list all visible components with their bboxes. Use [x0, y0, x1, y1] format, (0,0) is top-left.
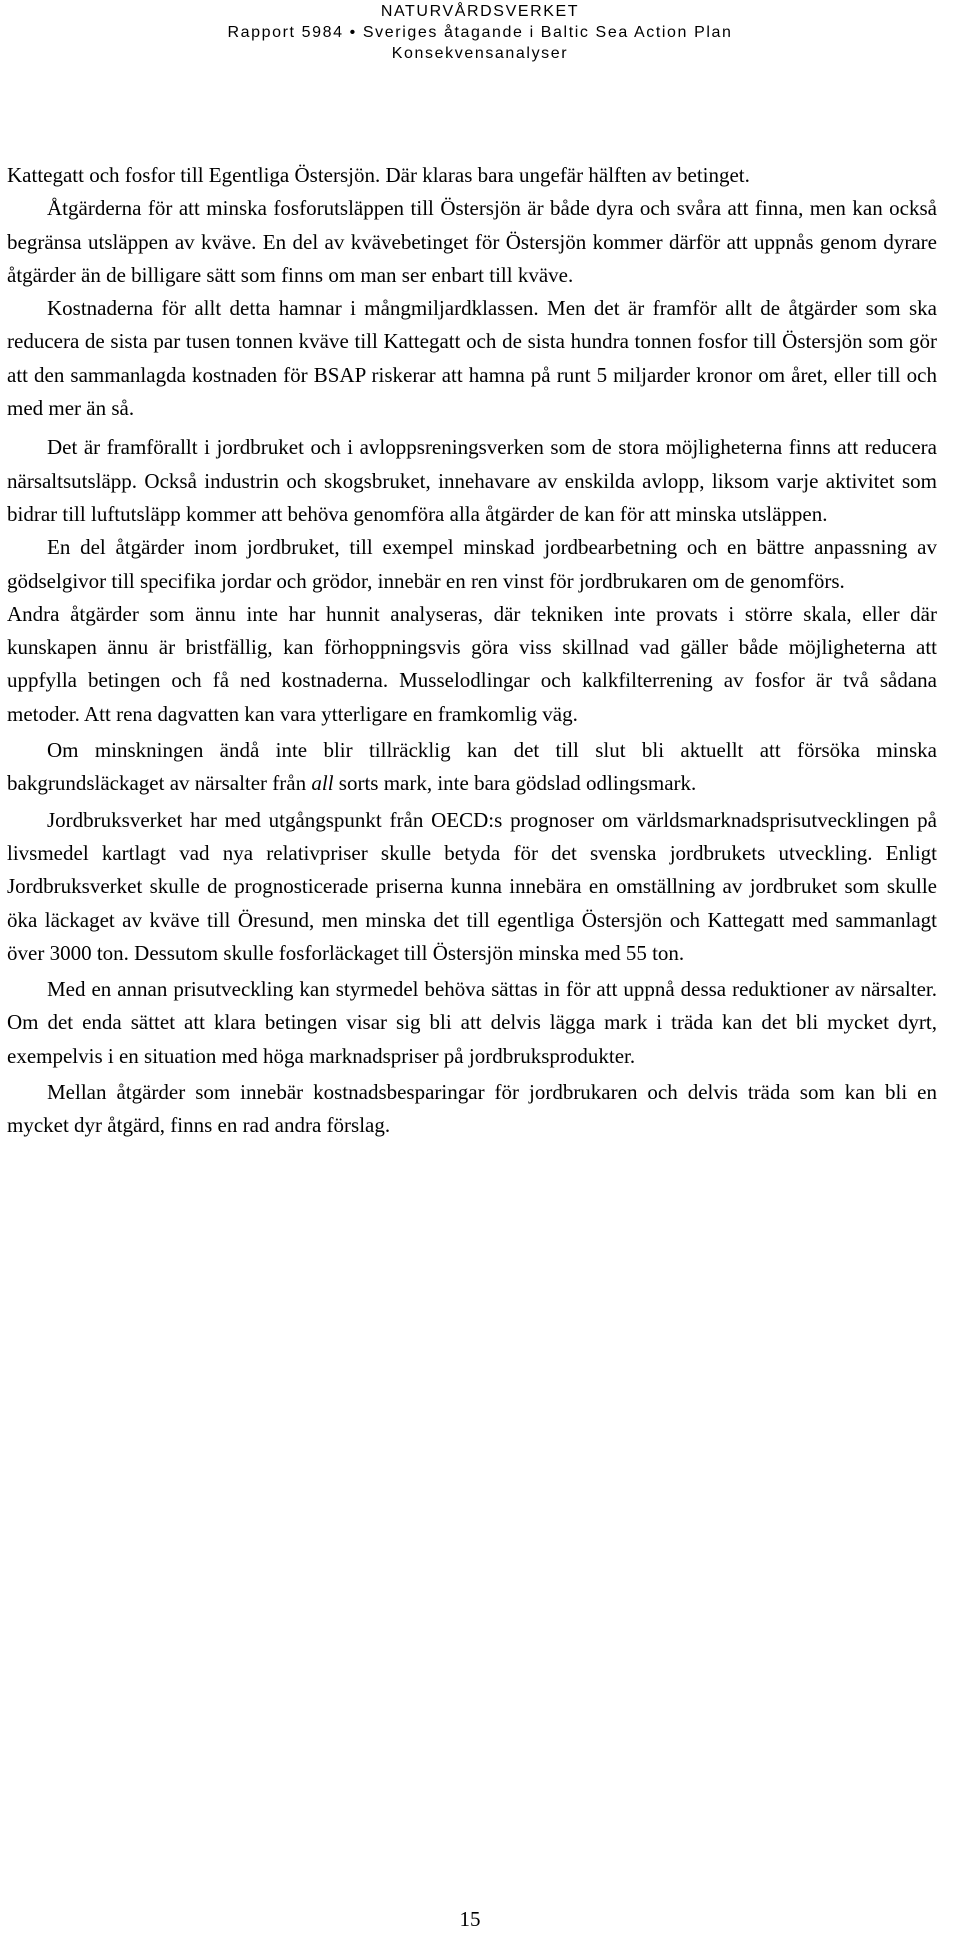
header-report-title: Rapport 5984 • Sveriges åtagande i Baltic Sea Action Plan: [227, 24, 733, 41]
paragraph: Åtgärderna för att minska fosforutsläppen till Östersjön är både dyra och svåra att finna, men kan också begränsa utsläppen av kväve. En del av kvävebetinget för Östersjön kommer därför att uppnås genom dyrare åtgärder än de billigare sätt som finns om man ser enbart till kväve.: [7, 196, 937, 287]
paragraph: Andra åtgärder som ännu inte har hunnit analyseras, där tekniken inte provats i större skala, eller där kunskapen ännu är bristfällig, kan förhoppningsvis göra viss skillnad vad gäller både möjligheterna att uppfylla betingen och få ned kostnaderna. Musselodlingar och kalkfilterrening av fosfor är två sådana metoder. Att rena dagvatten kan vara ytterligare en framkomlig väg.: [7, 601, 937, 726]
paragraph: Det är framförallt i jordbruket och i avloppsreningsverken som de stora möjligheterna finns att reducera närsaltsutsläpp. Också industrin och skogsbruket, innehavare av enskilda avlopp, liksom varje aktivitet som bidrar till luftutsläpp kommer att behöva genomföra alla åtgärder de kan för att minska utsläppen.: [7, 435, 937, 526]
paragraph: Kattegatt och fosfor till Egentliga Östersjön. Där klaras bara ungefär hälften av betinget.: [7, 163, 750, 187]
running-header: [0, 0, 960, 64]
paragraph: Med en annan prisutveckling kan styrmedel behöva sättas in för att uppnå dessa reduktioner av närsalter. Om det enda sättet att klara betingen visar sig bli att delvis lägga mark i träda kan det bli mycket dyrt, exempelvis i en situation med höga marknadspriser på jordbruksprodukter.: [7, 977, 937, 1068]
header-organization: NATURVÅRDSVERKET: [380, 3, 580, 20]
header-section: Konsekvensanalyser: [391, 45, 569, 62]
paragraph: Kostnaderna för allt detta hamnar i mångmiljardklassen. Men det är framför allt de åtgärder som ska reducera de sista par tusen tonnen kväve till Kattegatt och de sista hundra tonnen fosfor till Östersjön som gör att den sammanlagda kostnaden för BSAP riskerar att hamna på runt 5 miljarder kronor om året, eller till och med mer än så.: [7, 296, 937, 421]
emphasis-text: all: [311, 771, 334, 796]
paragraph-text: sorts mark, inte bara gödslad odlingsmark.: [333, 771, 697, 796]
page-number: 15: [459, 1907, 481, 1931]
paragraph: Jordbruksverket har med utgångspunkt från OECD:s prognoser om världsmarknadsprisutvecklingen på livsmedel kartlagt vad nya relativpriser skulle betyda för det svenska jordbrukets utveckling. Enligt Jordbruksverket skulle de prognosticerade priserna kunna innebära en omställning av jordbruket som skulle öka läckaget av kväve till Öresund, men minska det till egentliga Östersjön och Kattegatt med sammanlagt över 3000 ton. Dessutom skulle fosforläckaget till Östersjön minska med 55 ton.: [7, 807, 937, 965]
paragraph: En del åtgärder inom jordbruket, till exempel minskad jordbearbetning och en bättre anpassning av gödselgivor till specifika jordar och grödor, innebär en ren vinst för jordbrukaren om de genomförs.: [7, 535, 937, 593]
paragraph: Mellan åtgärder som innebär kostnadsbesparingar för jordbrukaren och delvis träda som kan bli en mycket dyr åtgärd, finns en rad andra förslag.: [7, 1080, 937, 1138]
body-text: [7, 159, 937, 1143]
paragraph-text: Om minskningen ändå inte blir tillräcklig kan det till slut bli aktuellt att försöka minska bakgrundsläckaget av närsalter från: [7, 738, 937, 796]
paragraph: [7, 734, 937, 801]
